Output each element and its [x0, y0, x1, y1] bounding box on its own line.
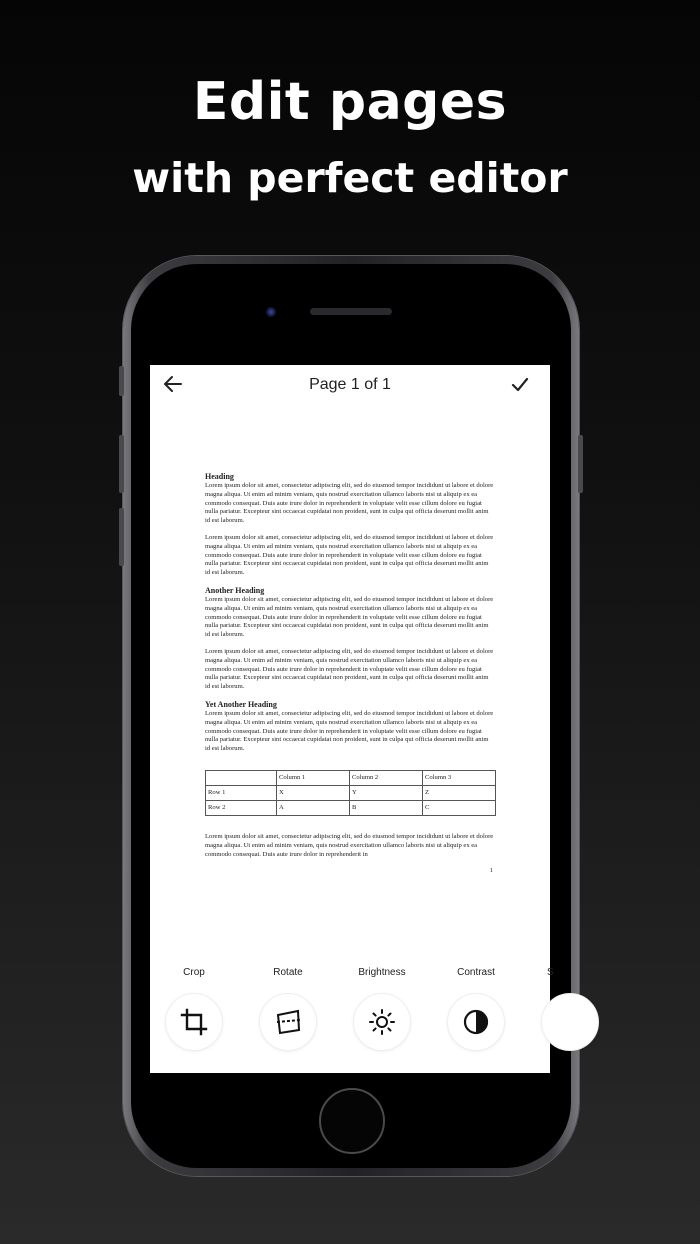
contrast-icon [462, 1008, 490, 1036]
mute-switch [119, 366, 124, 396]
editor-screen [150, 365, 554, 1073]
checkmark-icon[interactable] [510, 375, 530, 395]
volume-up-button [119, 435, 124, 493]
top-bar [150, 365, 550, 405]
rotate-button[interactable] [259, 993, 317, 1051]
rotate-perspective-icon [274, 1008, 302, 1036]
doc-table [205, 770, 496, 816]
doc-heading: Another Heading [205, 585, 265, 595]
table-cell: B [350, 800, 423, 815]
table-cell: Row 1 [206, 785, 277, 800]
table-row [206, 800, 496, 815]
table-cell: Z [423, 785, 496, 800]
table-cell: Y [350, 785, 423, 800]
crop-icon [180, 1008, 208, 1036]
tool-bar [150, 967, 554, 1057]
table-cell: Column 3 [423, 770, 496, 785]
table-header-row [206, 770, 496, 785]
tool-label: S [547, 967, 554, 978]
tool-brightness[interactable] [342, 967, 422, 1051]
doc-paragraph: Lorem ipsum dolor sit amet, consectetur adipiscing elit, sed do eiusmod tempor incididunt ut labore et dolore magna aliqua. Ut enim ad minim veniam, quis nostrud exercitation ullamco laboris nisi ut aliquip ex ea commodo consequat. Duis aute irure dolor in reprehenderit in voluptate velit esse cillum dolore eu fugiat nulla pariatur. Excepteur sint occaecat cupidatat non proident, sunt in culpa qui officia deserunt mollit anim id est laborum. [205, 595, 494, 639]
tool-label: Rotate [273, 967, 303, 978]
doc-heading: Heading [205, 472, 234, 481]
brightness-icon [368, 1008, 396, 1036]
contrast-button[interactable] [447, 993, 505, 1051]
page-number: 1 [489, 867, 493, 875]
more-tool-icon [556, 1008, 584, 1036]
more-tool-button[interactable] [541, 993, 599, 1051]
document-page [205, 472, 495, 875]
table-cell: C [423, 800, 496, 815]
table-cell: Column 2 [350, 770, 423, 785]
tool-label: Contrast [457, 967, 495, 978]
tool-more[interactable] [530, 967, 610, 1051]
tool-label: Brightness [358, 967, 406, 978]
earpiece-speaker [310, 308, 392, 315]
doc-heading: Yet Another Heading [205, 699, 277, 709]
headline-title: Edit pages [192, 72, 508, 132]
doc-paragraph: Lorem ipsum dolor sit amet, consectetur adipiscing elit, sed do eiusmod tempor incididunt ut labore et dolore magna aliqua. Ut enim ad minim veniam, quis nostrud exercitation ullamco laboris nisi ut aliquip ex ea commodo consequat. Duis aute irure dolor in reprehenderit in [205, 832, 494, 858]
table-cell [206, 770, 277, 785]
home-button[interactable] [319, 1088, 385, 1154]
table-cell: Row 2 [206, 800, 277, 815]
table-row [206, 785, 496, 800]
page-title: Page 1 of 1 [309, 376, 391, 393]
table-cell: A [277, 800, 350, 815]
tool-contrast[interactable] [436, 967, 516, 1051]
tool-label: Crop [183, 967, 205, 978]
crop-button[interactable] [165, 993, 223, 1051]
doc-paragraph: Lorem ipsum dolor sit amet, consectetur adipiscing elit, sed do eiusmod tempor incididunt ut labore et dolore magna aliqua. Ut enim ad minim veniam, quis nostrud exercitation ullamco laboris nisi ut aliquip ex ea commodo consequat. Duis aute irure dolor in reprehenderit in voluptate velit esse cillum dolore eu fugiat nulla pariatur. Excepteur sint occaecat cupidatat non proident, sunt in culpa qui officia deserunt mollit anim id est laborum. [205, 709, 494, 753]
doc-paragraph: Lorem ipsum dolor sit amet, consectetur adipiscing elit, sed do eiusmod tempor incididunt ut labore et dolore magna aliqua. Ut enim ad minim veniam, quis nostrud exercitation ullamco laboris nisi ut aliquip ex ea commodo consequat. Duis aute irure dolor in reprehenderit in voluptate velit esse cillum dolore eu fugiat nulla pariatur. Excepteur sint occaecat cupidatat non proident, sunt in culpa qui officia deserunt mollit anim id est laborum. [205, 482, 494, 525]
volume-down-button [119, 508, 124, 566]
table-cell: X [277, 785, 350, 800]
front-camera [266, 307, 276, 317]
headline-subtitle: with perfect editor [132, 154, 568, 202]
doc-paragraph: Lorem ipsum dolor sit amet, consectetur adipiscing elit, sed do eiusmod tempor incididunt ut labore et dolore magna aliqua. Ut enim ad minim veniam, quis nostrud exercitation ullamco laboris nisi ut aliquip ex ea commodo consequat. Duis aute irure dolor in reprehenderit in voluptate velit esse cillum dolore eu fugiat nulla pariatur. Excepteur sint occaecat cupidatat non proident, sunt in culpa qui officia deserunt mollit anim id est laborum. [205, 647, 494, 691]
tool-rotate[interactable] [248, 967, 328, 1051]
tool-crop[interactable] [154, 967, 234, 1051]
doc-paragraph: Lorem ipsum dolor sit amet, consectetur adipiscing elit, sed do eiusmod tempor incididunt ut labore et dolore magna aliqua. Ut enim ad minim veniam, quis nostrud exercitation ullamco laboris nisi ut aliquip ex ea commodo consequat. Duis aute irure dolor in reprehenderit in voluptate velit esse cillum dolore eu fugiat nulla pariatur. Excepteur sint occaecat cupidatat non proident, sunt in culpa qui officia deserunt mollit anim id est laborum. [205, 533, 494, 577]
brightness-button[interactable] [353, 993, 411, 1051]
power-button [578, 435, 583, 493]
table-cell: Column 1 [277, 770, 350, 785]
